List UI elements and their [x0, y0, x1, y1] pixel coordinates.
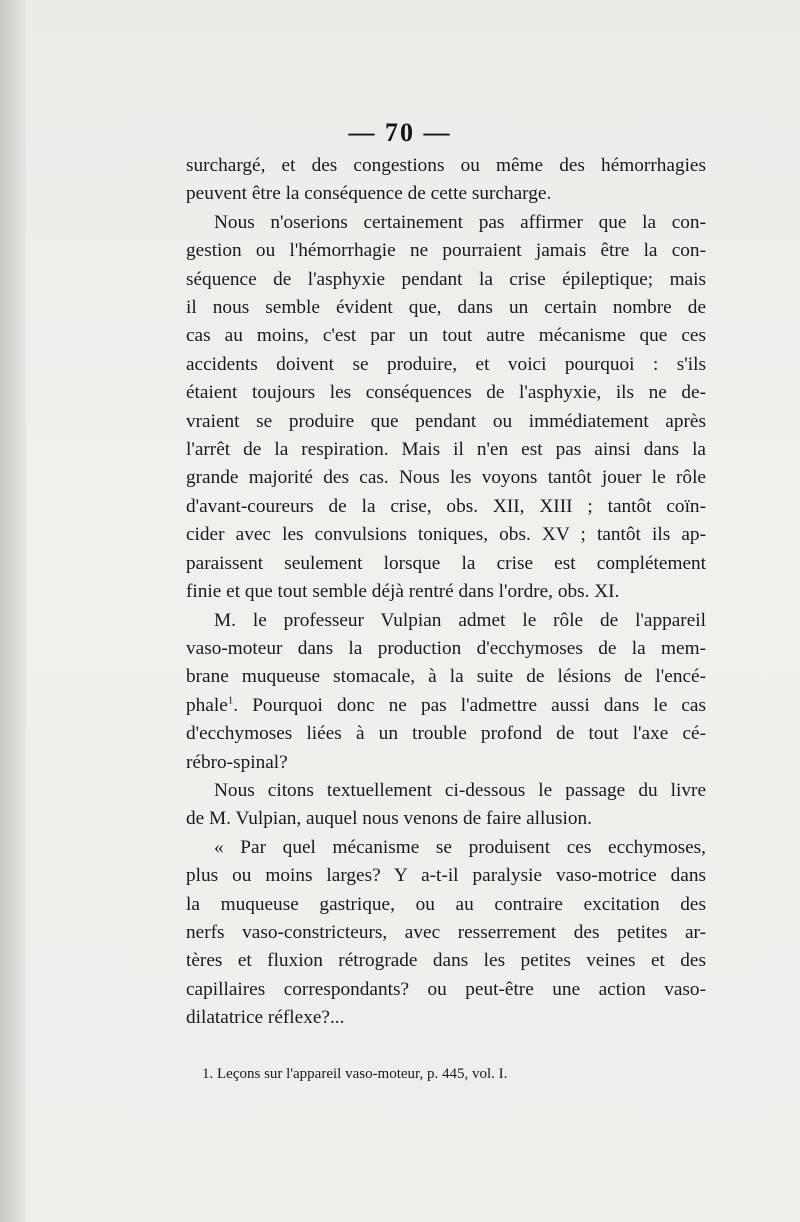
text-line: capillaires correspondants? ou peut-être une action vaso- [186, 978, 706, 1000]
text-line: surchargé, et des congestions ou même des hémorrhagies [186, 155, 706, 176]
text-line: vaso-moteur dans la production d'ecchymoses de la mem- [186, 637, 706, 659]
text-line: Nous citons textuellement ci-dessous le passage du livre [214, 779, 706, 801]
text-line: rébro-spinal? [186, 751, 288, 773]
page-number: — 70 — [348, 118, 452, 147]
text-line: l'arrêt de la respiration. Mais il n'en est pas ainsi dans la [186, 439, 706, 461]
text-line: brane muqueuse stomacale, à la suite de lésions de l'encé- [186, 666, 706, 688]
text-line: la muqueuse gastrique, ou au contraire excitation des [186, 893, 706, 915]
body-text [186, 152, 706, 1033]
text-line: finie et que tout semble déjà rentré dans l'ordre, obs. XI. [186, 581, 620, 603]
text-line: étaient toujours les conséquences de l'asphyxie, ils ne de- [186, 382, 706, 404]
text-line: peuvent être la conséquence de cette surcharge. [186, 183, 552, 205]
page-edge-shadow [0, 0, 26, 1222]
text-line: dilatatrice réflexe?... [186, 1007, 345, 1029]
text-line: de M. Vulpian, auquel nous venons de faire allusion. [186, 808, 592, 830]
text-fragment: phale [186, 694, 228, 716]
text-line: cider avec les convulsions toniques, obs. XV ; tantôt ils ap- [186, 524, 706, 546]
text-line: plus ou moins larges? Y a-t-il paralysie vaso-motrice dans [186, 865, 706, 887]
text-line: paraissent seulement lorsque la crise est complétement [186, 552, 706, 574]
text-line: il nous semble évident que, dans un certain nombre de [186, 297, 706, 319]
text-line: cas au moins, c'est par un tout autre mécanisme que ces [186, 325, 706, 347]
text-line: « Par quel mécanisme se produisent ces ecchymoses, [214, 836, 706, 858]
text-fragment: . Pourquoi donc ne pas l'admettre aussi dans le cas [233, 694, 706, 716]
text-line: d'ecchymoses liées à un trouble profond de tout l'axe cé- [186, 723, 706, 745]
footnote-ref: 1 [227, 694, 234, 707]
text-line-with-footnote-ref [186, 692, 706, 720]
text-line: M. le professeur Vulpian admet le rôle de l'appareil [214, 609, 706, 631]
text-line: séquence de l'asphyxie pendant la crise épileptique; mais [186, 268, 706, 290]
footnote: 1. Leçons sur l'appareil vaso-moteur, p. 445, vol. I. [202, 1066, 508, 1082]
text-line: tères et fluxion rétrograde dans les petites veines et des [186, 950, 706, 972]
text-line: nerfs vaso-constricteurs, avec resserrement des petites ar- [186, 921, 706, 943]
text-line: Nous n'oserions certainement pas affirmer que la con- [214, 211, 706, 233]
text-line: d'avant-coureurs de la crise, obs. XII, XIII ; tantôt coïn- [186, 495, 706, 517]
text-line: gestion ou l'hémorrhagie ne pourraient jamais être la con- [186, 240, 706, 262]
text-line: vraient se produire que pendant ou immédiatement après [186, 410, 706, 432]
text-line: grande majorité des cas. Nous les voyons tantôt jouer le rôle [186, 467, 706, 489]
text-line: accidents doivent se produire, et voici pourquoi : s'ils [186, 353, 706, 375]
